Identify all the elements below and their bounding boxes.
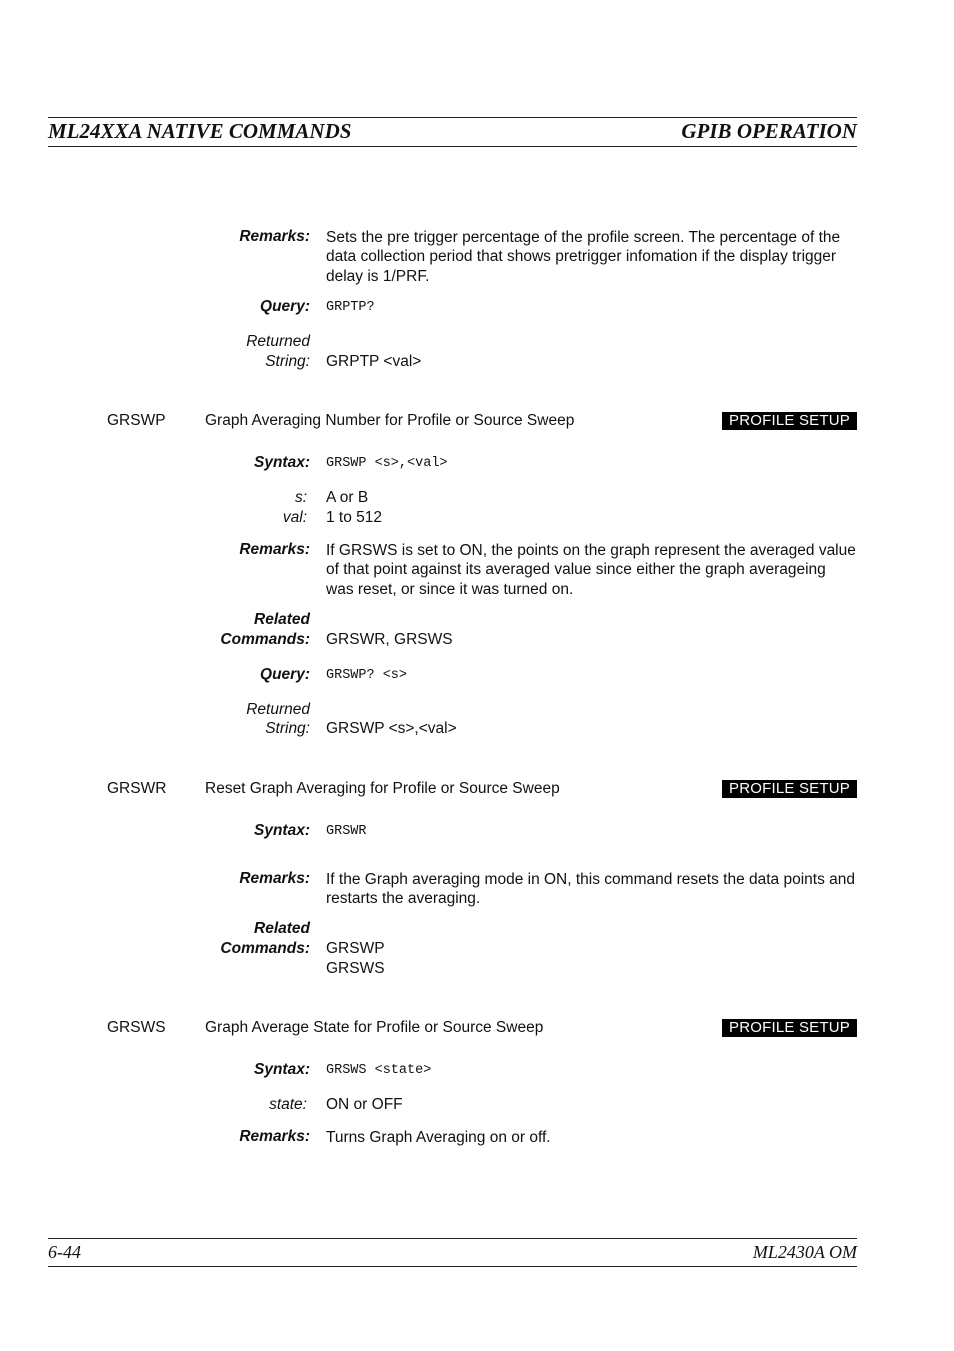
header-right-title: GPIB OPERATION bbox=[681, 119, 857, 143]
related-label: Related bbox=[254, 611, 310, 628]
param-name: state: bbox=[269, 1096, 307, 1113]
string-label: String: bbox=[265, 353, 310, 370]
grswp-syntax: GRSWP <s>,<val> bbox=[326, 456, 448, 471]
profile-setup-badge: PROFILE SETUP bbox=[722, 780, 857, 798]
syntax-label: Syntax: bbox=[254, 1061, 310, 1078]
param-value: A or B bbox=[326, 489, 369, 506]
grswp-query: GRSWP? <s> bbox=[326, 668, 408, 683]
returned-label: Returned bbox=[246, 701, 310, 718]
remarks-label: Remarks: bbox=[239, 1128, 310, 1145]
related-label: Related bbox=[254, 920, 310, 937]
param-name: val: bbox=[282, 509, 307, 526]
footer-bottom-rule bbox=[48, 1266, 857, 1267]
grsws-remarks: Turns Graph Averaging on or off. bbox=[326, 1129, 551, 1146]
grptp-remarks: Sets the pre trigger percentage of the profile screen. The percentage of the data collection period that shows pretrigger infomation if the display trigger delay is 1/PRF. bbox=[326, 229, 841, 285]
param-name: s: bbox=[294, 489, 307, 506]
grswp-related: GRSWR, GRSWS bbox=[326, 631, 453, 648]
commands-label: Commands: bbox=[220, 631, 310, 648]
param-value: ON or OFF bbox=[326, 1096, 403, 1113]
grptp-returned: GRPTP <val> bbox=[326, 353, 422, 370]
grptp-query: GRPTP? bbox=[326, 300, 375, 315]
grswr-related-1: GRSWP bbox=[326, 940, 385, 957]
command-title: Graph Averaging Number for Profile or Source Sweep bbox=[205, 412, 575, 429]
grswp-returned: GRSWP <s>,<val> bbox=[326, 720, 457, 737]
footer-top-rule bbox=[48, 1238, 857, 1239]
manual-name: ML2430A OM bbox=[752, 1242, 857, 1262]
command-name: GRSWP bbox=[107, 412, 166, 429]
remarks-label: Remarks: bbox=[239, 228, 310, 245]
syntax-label: Syntax: bbox=[254, 454, 310, 471]
syntax-label: Syntax: bbox=[254, 822, 310, 839]
command-name: GRSWR bbox=[107, 780, 167, 797]
command-title: Reset Graph Averaging for Profile or Source Sweep bbox=[205, 780, 560, 797]
grswr-remarks: If the Graph averaging mode in ON, this command resets the data points and restarts the averaging. bbox=[326, 871, 856, 908]
returned-label: Returned bbox=[246, 333, 310, 350]
grsws-syntax: GRSWS <state> bbox=[326, 1063, 432, 1078]
remarks-label: Remarks: bbox=[239, 541, 310, 558]
page-number: 6-44 bbox=[48, 1242, 81, 1262]
query-label: Query: bbox=[260, 298, 310, 315]
commands-label: Commands: bbox=[220, 940, 310, 957]
command-name: GRSWS bbox=[107, 1019, 166, 1036]
grswr-related-2: GRSWS bbox=[326, 960, 385, 977]
profile-setup-badge: PROFILE SETUP bbox=[722, 1019, 857, 1037]
string-label: String: bbox=[265, 720, 310, 737]
command-title: Graph Average State for Profile or Source Sweep bbox=[205, 1019, 544, 1036]
grswp-remarks: If GRSWS is set to ON, the points on the graph represent the averaged value of that point against its averaged value since either the graph averageing was reset, or since it was turned on. bbox=[326, 542, 856, 598]
query-label: Query: bbox=[260, 666, 310, 683]
header-bottom-rule bbox=[48, 146, 857, 147]
grswr-syntax: GRSWR bbox=[326, 824, 367, 839]
header-left-title: ML24XXA NATIVE COMMANDS bbox=[48, 119, 352, 143]
profile-setup-badge: PROFILE SETUP bbox=[722, 412, 857, 430]
param-value: 1 to 512 bbox=[326, 509, 383, 526]
remarks-label: Remarks: bbox=[239, 870, 310, 887]
